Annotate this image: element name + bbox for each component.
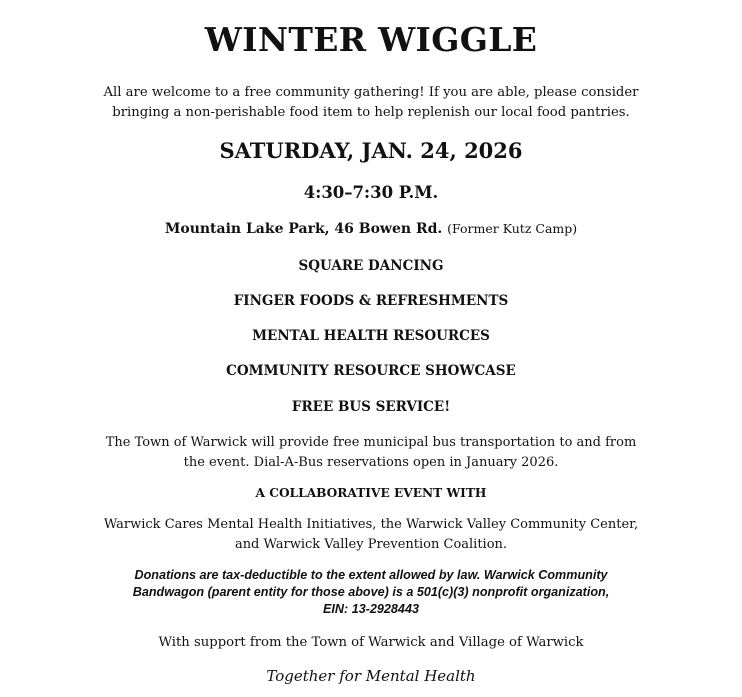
donation-line-1: Donations are tax-deductible to the extent allowed by law. Warwick Community — [134, 568, 608, 582]
feature-finger-foods: FINGER FOODS & REFRESHMENTS — [233, 293, 509, 309]
event-location — [0, 221, 742, 237]
collaboration-line-1: Warwick Cares Mental Health Initiatives, the Warwick Valley Community Center, — [103, 517, 639, 532]
collaboration-line-2: and Warwick Valley Prevention Coalition. — [234, 537, 508, 552]
collaboration-partners — [0, 515, 742, 555]
event-date: SATURDAY, JAN. 24, 2026 — [219, 138, 523, 163]
feature-free-bus: FREE BUS SERVICE! — [291, 399, 451, 415]
collaboration-heading: A COLLABORATIVE EVENT WITH — [255, 486, 487, 500]
feature-square-dancing: SQUARE DANCING — [298, 258, 444, 274]
donation-line-2: Bandwagon (parent entity for those above) is a 501(c)(3) nonprofit organization, — [132, 585, 610, 599]
location-note: (Former Kutz Camp) — [447, 221, 578, 236]
location-address: Mountain Lake Park, 46 Bowen Rd. — [164, 221, 443, 237]
tagline: Together for Mental Health — [266, 667, 476, 685]
intro-line-1: All are welcome to a free community gathering! If you are able, please consider — [103, 85, 639, 100]
intro-line-2: bringing a non-perishable food item to help replenish our local food pantries. — [112, 105, 630, 120]
feature-mental-health-resources: MENTAL HEALTH RESOURCES — [252, 328, 490, 344]
event-time: 4:30–7:30 P.M. — [303, 183, 439, 202]
donation-line-3: EIN: 13-2928443 — [323, 602, 419, 616]
support-statement: With support from the Town of Warwick and Village of Warwick — [158, 635, 584, 650]
donation-notice — [0, 567, 742, 618]
flyer-title: WINTER WIGGLE — [204, 20, 538, 59]
bus-info-paragraph — [0, 433, 742, 473]
intro-paragraph — [0, 83, 742, 123]
feature-community-showcase: COMMUNITY RESOURCE SHOWCASE — [226, 363, 516, 379]
bus-info-line-1: The Town of Warwick will provide free municipal bus transportation to and from — [105, 435, 637, 450]
bus-info-line-2: the event. Dial-A-Bus reservations open in January 2026. — [183, 455, 559, 470]
